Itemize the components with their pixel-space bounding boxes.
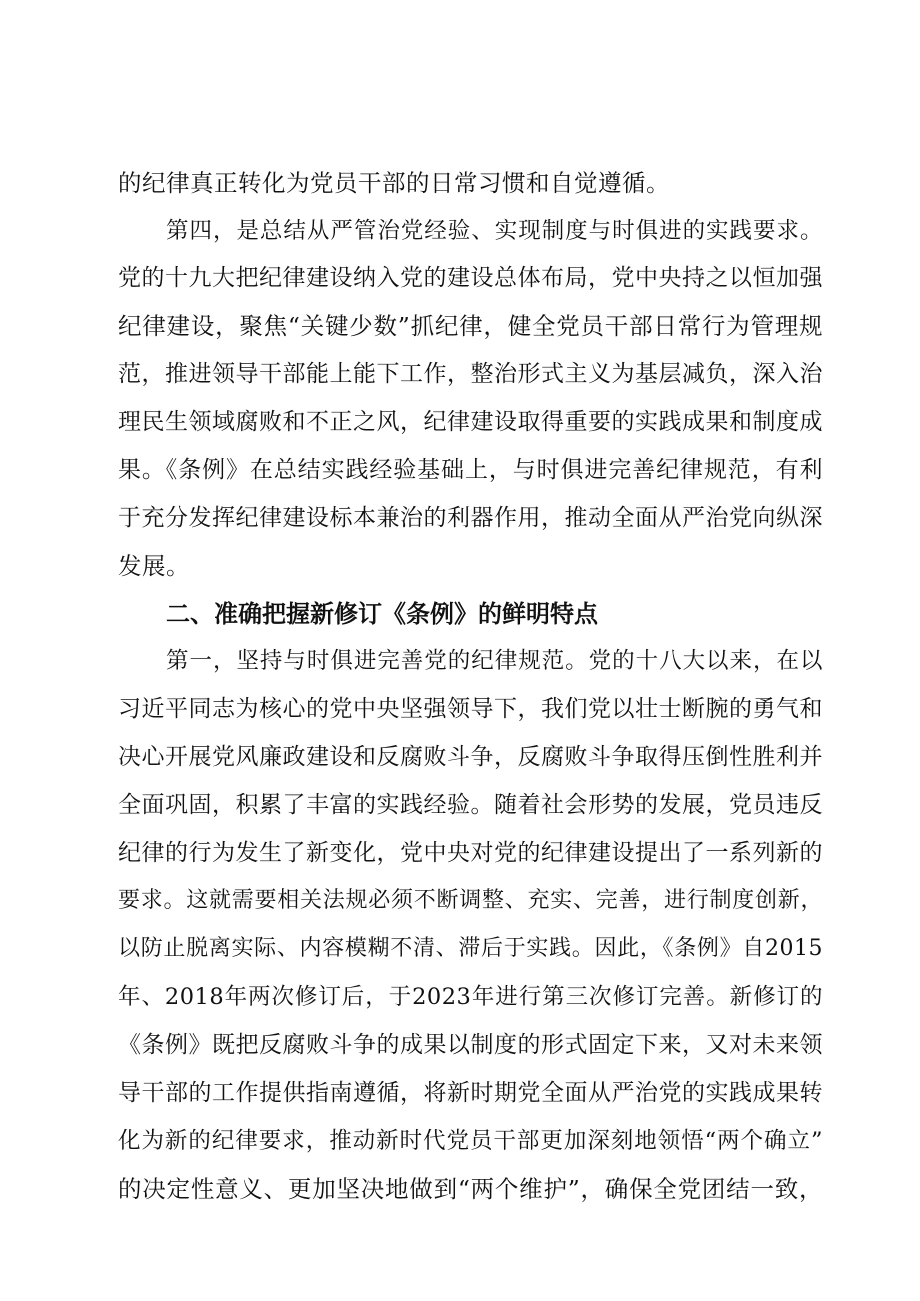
- paragraph-line: 导干部的工作提供指南遵循，将新时期党全面从严治党的实践成果转: [118, 1080, 823, 1106]
- paragraph-line: 年、2018年两次修订后，于2023年进行第三次修订完善。新修订的: [118, 984, 823, 1010]
- paragraph-line: 纪律的行为发生了新变化，党中央对党的纪律建设提出了一系列新的: [118, 840, 823, 866]
- paragraph-line: 的决定性意义、更加坚决地做到“两个维护”，确保全党团结一致，: [118, 1175, 823, 1203]
- paragraph-line: 发展。: [118, 552, 190, 580]
- paragraph-line: 于充分发挥纪律建设标本兼治的利器作用，推动全面从严治党向纵深: [118, 505, 823, 531]
- paragraph-line: 第四，是总结从严管治党经验、实现制度与时俱进的实践要求。: [166, 218, 823, 244]
- paragraph-line: 要求。这就需要相关法规必须不断调整、充实、完善，进行制度创新，: [118, 888, 823, 913]
- paragraph-line: 习近平同志为核心的党中央坚强领导下，我们党以壮士断腕的勇气和: [118, 696, 823, 722]
- paragraph-line: 范，推进领导干部能上能下工作，整治形式主义为基层减负，深入治: [118, 361, 823, 387]
- paragraph-line: 以防止脱离实际、内容模糊不清、滞后于实践。因此，《条例》自2015: [118, 936, 823, 961]
- paragraph-line: 党的十九大把纪律建设纳入党的建设总体布局，党中央持之以恒加强: [118, 265, 823, 291]
- paragraph-line: 果。《条例》在总结实践经验基础上，与时俱进完善纪律规范，有利: [118, 457, 823, 483]
- section-heading: 二、准确把握新修订《条例》的鲜明特点: [166, 600, 598, 628]
- paragraph-line: 理民生领域腐败和不正之风，纪律建设取得重要的实践成果和制度成: [118, 409, 823, 435]
- paragraph-line: 的纪律真正转化为党员干部的日常习惯和自觉遵循。: [118, 169, 670, 197]
- paragraph-line: 决心开展党风廉政建设和反腐败斗争，反腐败斗争取得压倒性胜利并: [118, 744, 823, 770]
- paragraph-line: 纪律建设，聚焦“关键少数”抓纪律，健全党员干部日常行为管理规: [118, 312, 823, 340]
- paragraph-line: 化为新的纪律要求，推动新时代党员干部更加深刻地领悟“两个确立”: [118, 1128, 823, 1154]
- paragraph-line: 《条例》既把反腐败斗争的成果以制度的形式固定下来，又对未来领: [118, 1032, 823, 1058]
- paragraph-line: 第一，坚持与时俱进完善党的纪律规范。党的十八大以来，在以: [166, 648, 823, 674]
- paragraph-line: 全面巩固，积累了丰富的实践经验。随着社会形势的发展，党员违反: [118, 792, 823, 818]
